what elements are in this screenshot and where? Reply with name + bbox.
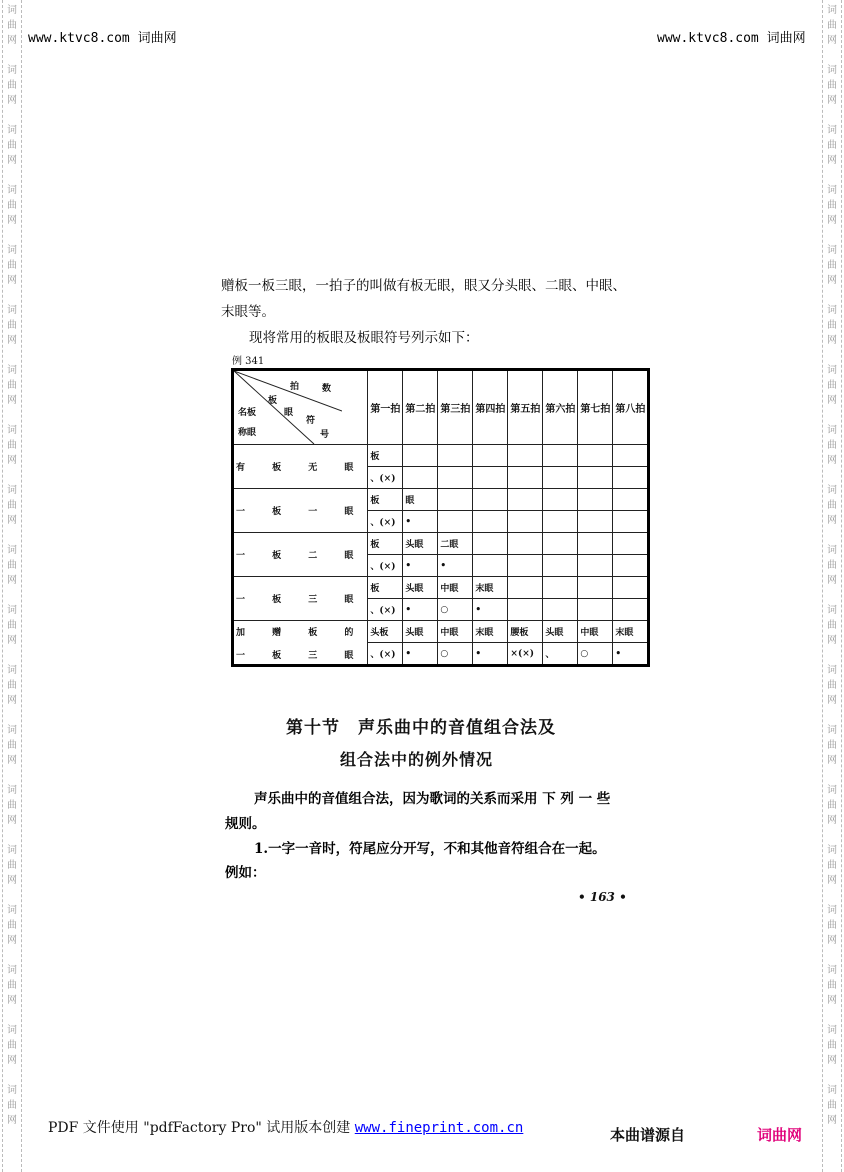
watermark-char: 网 xyxy=(827,875,837,886)
watermark-char: 词 xyxy=(827,1085,837,1096)
table-cell: 、(×) xyxy=(368,467,403,489)
watermark-char: 网 xyxy=(827,215,837,226)
table-cell xyxy=(508,555,543,577)
watermark-char: 词 xyxy=(7,605,17,616)
table-row xyxy=(233,489,649,511)
table-cell: • xyxy=(613,643,649,666)
watermark-char: 网 xyxy=(7,755,17,766)
row-name-cell xyxy=(233,533,368,577)
watermark-char: 词 xyxy=(827,425,837,436)
row-name-cell xyxy=(233,489,368,533)
watermark-char: 曲 xyxy=(827,920,837,931)
watermark-char: 词 xyxy=(7,65,17,76)
table-cell xyxy=(543,555,578,577)
beat-header: 第一拍 xyxy=(368,370,403,445)
watermark-char: 曲 xyxy=(7,920,17,931)
watermark-char: 网 xyxy=(7,215,17,226)
table-cell: 二眼 xyxy=(438,533,473,555)
watermark-char: 网 xyxy=(827,755,837,766)
table-cell xyxy=(578,511,613,533)
watermark-char: 词 xyxy=(7,845,17,856)
table-cell: • xyxy=(403,511,438,533)
watermark-char: 词 xyxy=(827,5,837,16)
watermark-char: 词 xyxy=(827,365,837,376)
watermark-char: 词 xyxy=(827,665,837,676)
table-cell: • xyxy=(473,599,508,621)
watermark-char: 词 xyxy=(827,305,837,316)
row-name-line-2: 一 板 三 眼 xyxy=(236,650,366,661)
watermark-char: 词 xyxy=(827,125,837,136)
table-row xyxy=(233,533,649,555)
watermark-char: 曲 xyxy=(827,380,837,391)
table-cell: 头眼 xyxy=(403,533,438,555)
table-cell: 板 xyxy=(368,577,403,599)
table-cell: 腰板 xyxy=(508,621,543,643)
watermark-char: 曲 xyxy=(7,1100,17,1111)
table-cell xyxy=(578,599,613,621)
table-cell xyxy=(578,577,613,599)
table-cell xyxy=(613,533,649,555)
table-cell xyxy=(613,511,649,533)
section-title-line-1: 第十节 声乐曲中的音值组合法及 xyxy=(286,718,556,738)
table-cell xyxy=(508,445,543,467)
watermark-char: 曲 xyxy=(7,440,17,451)
watermark-char: 网 xyxy=(827,395,837,406)
paragraph-1-line-2: 末眼等。 xyxy=(221,304,275,320)
watermark-char: 曲 xyxy=(827,260,837,271)
table-cell: 、(×) xyxy=(368,555,403,577)
watermark-char: 曲 xyxy=(827,1100,837,1111)
table-cell xyxy=(578,467,613,489)
table-cell: • xyxy=(403,599,438,621)
watermark-char: 曲 xyxy=(827,620,837,631)
watermark-char: 网 xyxy=(7,335,17,346)
table-cell xyxy=(473,445,508,467)
beat-header: 第五拍 xyxy=(508,370,543,445)
table-cell xyxy=(578,555,613,577)
watermark-char: 曲 xyxy=(7,980,17,991)
watermark-char: 词 xyxy=(7,5,17,16)
row-name: 一 板 三 眼 xyxy=(236,595,366,605)
table-cell: 末眼 xyxy=(473,577,508,599)
table-cell: 中眼 xyxy=(578,621,613,643)
watermark-char: 词 xyxy=(7,1085,17,1096)
pdf-footer-text: PDF 文件使用 "pdfFactory Pro" 试用版本创建 xyxy=(48,1120,355,1136)
table-cell xyxy=(508,489,543,511)
watermark-char: 词 xyxy=(827,185,837,196)
watermark-char: 词 xyxy=(7,485,17,496)
watermark-char: 曲 xyxy=(7,680,17,691)
corner-text: 眼 xyxy=(284,408,294,418)
table-cell xyxy=(473,555,508,577)
table-cell: • xyxy=(403,643,438,666)
watermark-char: 曲 xyxy=(7,560,17,571)
table-cell xyxy=(543,577,578,599)
table-cell: ○ xyxy=(438,599,473,621)
watermark-char: 词 xyxy=(7,965,17,976)
paragraph-2: 现将常用的板眼及板眼符号列示如下： xyxy=(249,330,479,346)
watermark-char: 网 xyxy=(7,815,17,826)
table-cell: 头板 xyxy=(368,621,403,643)
fineprint-link[interactable]: www.fineprint.com.cn xyxy=(354,1120,524,1136)
table-cell: 、(×) xyxy=(368,599,403,621)
watermark-char: 网 xyxy=(7,35,17,46)
watermark-char: 曲 xyxy=(7,80,17,91)
watermark-char: 网 xyxy=(7,995,17,1006)
table-cell: 眼 xyxy=(403,489,438,511)
corner-text: 拍 xyxy=(290,382,300,392)
watermark-char: 词 xyxy=(7,185,17,196)
watermark-char: 网 xyxy=(827,695,837,706)
table-cell xyxy=(403,445,438,467)
header-url-left: www.ktvc8.com 词曲网 xyxy=(28,31,177,46)
row-name: 加 赠 板 的 xyxy=(236,627,366,638)
table-cell xyxy=(543,445,578,467)
table-cell: 末眼 xyxy=(613,621,649,643)
beat-header: 第六拍 xyxy=(543,370,578,445)
watermark-char: 曲 xyxy=(827,860,837,871)
table-cell xyxy=(508,577,543,599)
table-cell xyxy=(438,467,473,489)
table-cell xyxy=(473,533,508,555)
corner-text: 符 xyxy=(306,416,316,426)
table-cell xyxy=(438,489,473,511)
watermark-char: 曲 xyxy=(7,20,17,31)
watermark-char: 曲 xyxy=(827,740,837,751)
watermark-char: 网 xyxy=(827,575,837,586)
watermark-char: 网 xyxy=(7,635,17,646)
table-cell: 、(×) xyxy=(368,511,403,533)
watermark-char: 词 xyxy=(827,545,837,556)
watermark-char: 网 xyxy=(827,935,837,946)
table-cell: 中眼 xyxy=(438,621,473,643)
table-cell: 、 xyxy=(543,643,578,666)
table-corner-cell xyxy=(233,370,368,445)
table-cell xyxy=(473,511,508,533)
watermark-char: 词 xyxy=(7,125,17,136)
watermark-char: 词 xyxy=(7,365,17,376)
watermark-char: 网 xyxy=(7,515,17,526)
watermark-char: 网 xyxy=(827,1055,837,1066)
table-cell xyxy=(543,533,578,555)
watermark-char: 词 xyxy=(7,725,17,736)
watermark-char: 网 xyxy=(827,155,837,166)
table-cell xyxy=(473,489,508,511)
watermark-char: 词 xyxy=(7,665,17,676)
watermark-char: 曲 xyxy=(827,560,837,571)
watermark-char: 曲 xyxy=(827,20,837,31)
row-name-cell xyxy=(233,577,368,621)
watermark-char: 词 xyxy=(7,1025,17,1036)
watermark-char: 词 xyxy=(827,605,837,616)
table-cell xyxy=(473,467,508,489)
watermark-char: 词 xyxy=(7,245,17,256)
watermark-char: 网 xyxy=(7,875,17,886)
watermark-char: 曲 xyxy=(7,1040,17,1051)
table-cell xyxy=(543,599,578,621)
header-url-right: www.ktvc8.com 词曲网 xyxy=(657,31,806,46)
watermark-char: 词 xyxy=(827,845,837,856)
corner-text: 称眼 xyxy=(238,428,257,438)
table-cell: 板 xyxy=(368,445,403,467)
watermark-char: 词 xyxy=(7,545,17,556)
watermark-char: 词 xyxy=(7,905,17,916)
row-name: 一 板 二 眼 xyxy=(236,551,366,561)
table-row xyxy=(233,577,649,599)
watermark-char: 词 xyxy=(7,305,17,316)
watermark-char: 词 xyxy=(827,785,837,796)
pdf-footer-note xyxy=(48,1117,523,1137)
watermark-char: 网 xyxy=(7,575,17,586)
watermark-char: 曲 xyxy=(7,260,17,271)
table-row xyxy=(233,445,649,467)
table-cell: 头眼 xyxy=(403,621,438,643)
page-number: • 163 • xyxy=(578,890,627,904)
table-cell: 头眼 xyxy=(403,577,438,599)
watermark-char: 曲 xyxy=(7,140,17,151)
watermark-char: 词 xyxy=(827,485,837,496)
beat-header: 第二拍 xyxy=(403,370,438,445)
watermark-char: 词 xyxy=(827,1025,837,1036)
table-cell xyxy=(438,445,473,467)
table-cell xyxy=(613,467,649,489)
row-name-cell xyxy=(233,445,368,489)
table-cell xyxy=(543,511,578,533)
row-name-cell xyxy=(233,621,368,666)
table-cell xyxy=(613,445,649,467)
watermark-char: 网 xyxy=(827,635,837,646)
row-name: 一 板 一 眼 xyxy=(236,507,366,517)
example-label: 例 341 xyxy=(232,356,265,367)
watermark-char: 网 xyxy=(827,335,837,346)
watermark-char: 网 xyxy=(827,95,837,106)
watermark-char: 曲 xyxy=(7,860,17,871)
table-cell xyxy=(613,555,649,577)
table-row xyxy=(233,621,649,643)
table-cell xyxy=(508,511,543,533)
watermark-char: 曲 xyxy=(7,380,17,391)
watermark-char: 网 xyxy=(827,35,837,46)
watermark-char: 词 xyxy=(7,785,17,796)
beat-header: 第四拍 xyxy=(473,370,508,445)
watermark-char: 词 xyxy=(827,965,837,976)
paragraph-1-line-1: 赠板一板三眼，一拍子的叫做有板无眼，眼又分头眼、二眼、中眼、 xyxy=(221,278,626,294)
corner-text: 板 xyxy=(268,396,278,406)
watermark-char: 网 xyxy=(7,95,17,106)
table-cell: 中眼 xyxy=(438,577,473,599)
watermark-char: 网 xyxy=(7,1055,17,1066)
table-cell xyxy=(543,489,578,511)
table-cell: ×(×) xyxy=(508,643,543,666)
table-cell: 末眼 xyxy=(473,621,508,643)
watermark-char: 曲 xyxy=(7,620,17,631)
watermark-char: 网 xyxy=(827,995,837,1006)
watermark-char: 网 xyxy=(7,155,17,166)
watermark-char: 曲 xyxy=(827,980,837,991)
watermark-char: 曲 xyxy=(827,1040,837,1051)
corner-text: 名板 xyxy=(238,408,257,418)
table-cell: • xyxy=(403,555,438,577)
watermark-char: 曲 xyxy=(827,80,837,91)
beat-header: 第三拍 xyxy=(438,370,473,445)
watermark-char: 网 xyxy=(827,1115,837,1126)
source-label: 本曲谱源自 xyxy=(610,1126,686,1144)
right-watermark-strip xyxy=(822,0,842,1172)
watermark-char: 词 xyxy=(7,425,17,436)
section-paragraph-1-line-2: 规则。 xyxy=(225,816,266,832)
watermark-char: 网 xyxy=(7,1115,17,1126)
watermark-char: 曲 xyxy=(827,800,837,811)
table-cell: • xyxy=(438,555,473,577)
watermark-char: 曲 xyxy=(827,500,837,511)
watermark-char: 曲 xyxy=(827,320,837,331)
beat-header: 第七拍 xyxy=(578,370,613,445)
watermark-char: 曲 xyxy=(7,800,17,811)
table-cell: 、(×) xyxy=(368,643,403,666)
table-cell xyxy=(508,467,543,489)
watermark-char: 网 xyxy=(827,455,837,466)
left-watermark-strip xyxy=(2,0,22,1172)
corner-text: 数 xyxy=(322,384,332,394)
beat-header: 第八拍 xyxy=(613,370,649,445)
watermark-char: 曲 xyxy=(827,680,837,691)
table-cell xyxy=(438,511,473,533)
table-cell xyxy=(508,599,543,621)
section-paragraph-1-line-1: 声乐曲中的音值组合法，因为歌词的关系而采用 下 列 一 些 xyxy=(254,791,611,807)
banyan-table xyxy=(231,368,650,667)
watermark-char: 网 xyxy=(7,395,17,406)
watermark-char: 曲 xyxy=(7,740,17,751)
table-cell xyxy=(613,489,649,511)
watermark-char: 网 xyxy=(827,815,837,826)
table-cell xyxy=(613,599,649,621)
watermark-char: 网 xyxy=(7,275,17,286)
watermark-char: 曲 xyxy=(827,440,837,451)
table-cell xyxy=(508,533,543,555)
source-brand: 词曲网 xyxy=(757,1126,803,1144)
watermark-char: 网 xyxy=(7,695,17,706)
watermark-char: 网 xyxy=(827,515,837,526)
row-name: 有 板 无 眼 xyxy=(236,463,366,473)
table-cell: 头眼 xyxy=(543,621,578,643)
table-cell xyxy=(613,577,649,599)
table-cell: 板 xyxy=(368,489,403,511)
watermark-char: 曲 xyxy=(827,140,837,151)
watermark-char: 网 xyxy=(827,275,837,286)
watermark-char: 词 xyxy=(827,245,837,256)
watermark-char: 曲 xyxy=(7,320,17,331)
watermark-char: 曲 xyxy=(827,200,837,211)
table-cell xyxy=(403,467,438,489)
table-cell xyxy=(543,467,578,489)
watermark-char: 词 xyxy=(827,65,837,76)
watermark-char: 曲 xyxy=(7,500,17,511)
table-cell: ○ xyxy=(578,643,613,666)
table-cell xyxy=(578,489,613,511)
watermark-char: 网 xyxy=(7,455,17,466)
section-title-line-2: 组合法中的例外情况 xyxy=(340,750,494,769)
table-cell xyxy=(578,445,613,467)
table-cell xyxy=(578,533,613,555)
watermark-char: 词 xyxy=(827,725,837,736)
watermark-char: 网 xyxy=(7,935,17,946)
watermark-char: 词 xyxy=(827,905,837,916)
section-paragraph-2-line-1: 1.一字一音时，符尾应分开写，不和其他音符组合在一起。 xyxy=(254,841,606,857)
watermark-char: 曲 xyxy=(7,200,17,211)
table-cell: ○ xyxy=(438,643,473,666)
corner-text: 号 xyxy=(320,430,330,440)
table-cell: • xyxy=(473,643,508,666)
table-cell: 板 xyxy=(368,533,403,555)
section-paragraph-2-line-2: 例如： xyxy=(225,865,266,881)
table-header-row xyxy=(233,370,649,445)
